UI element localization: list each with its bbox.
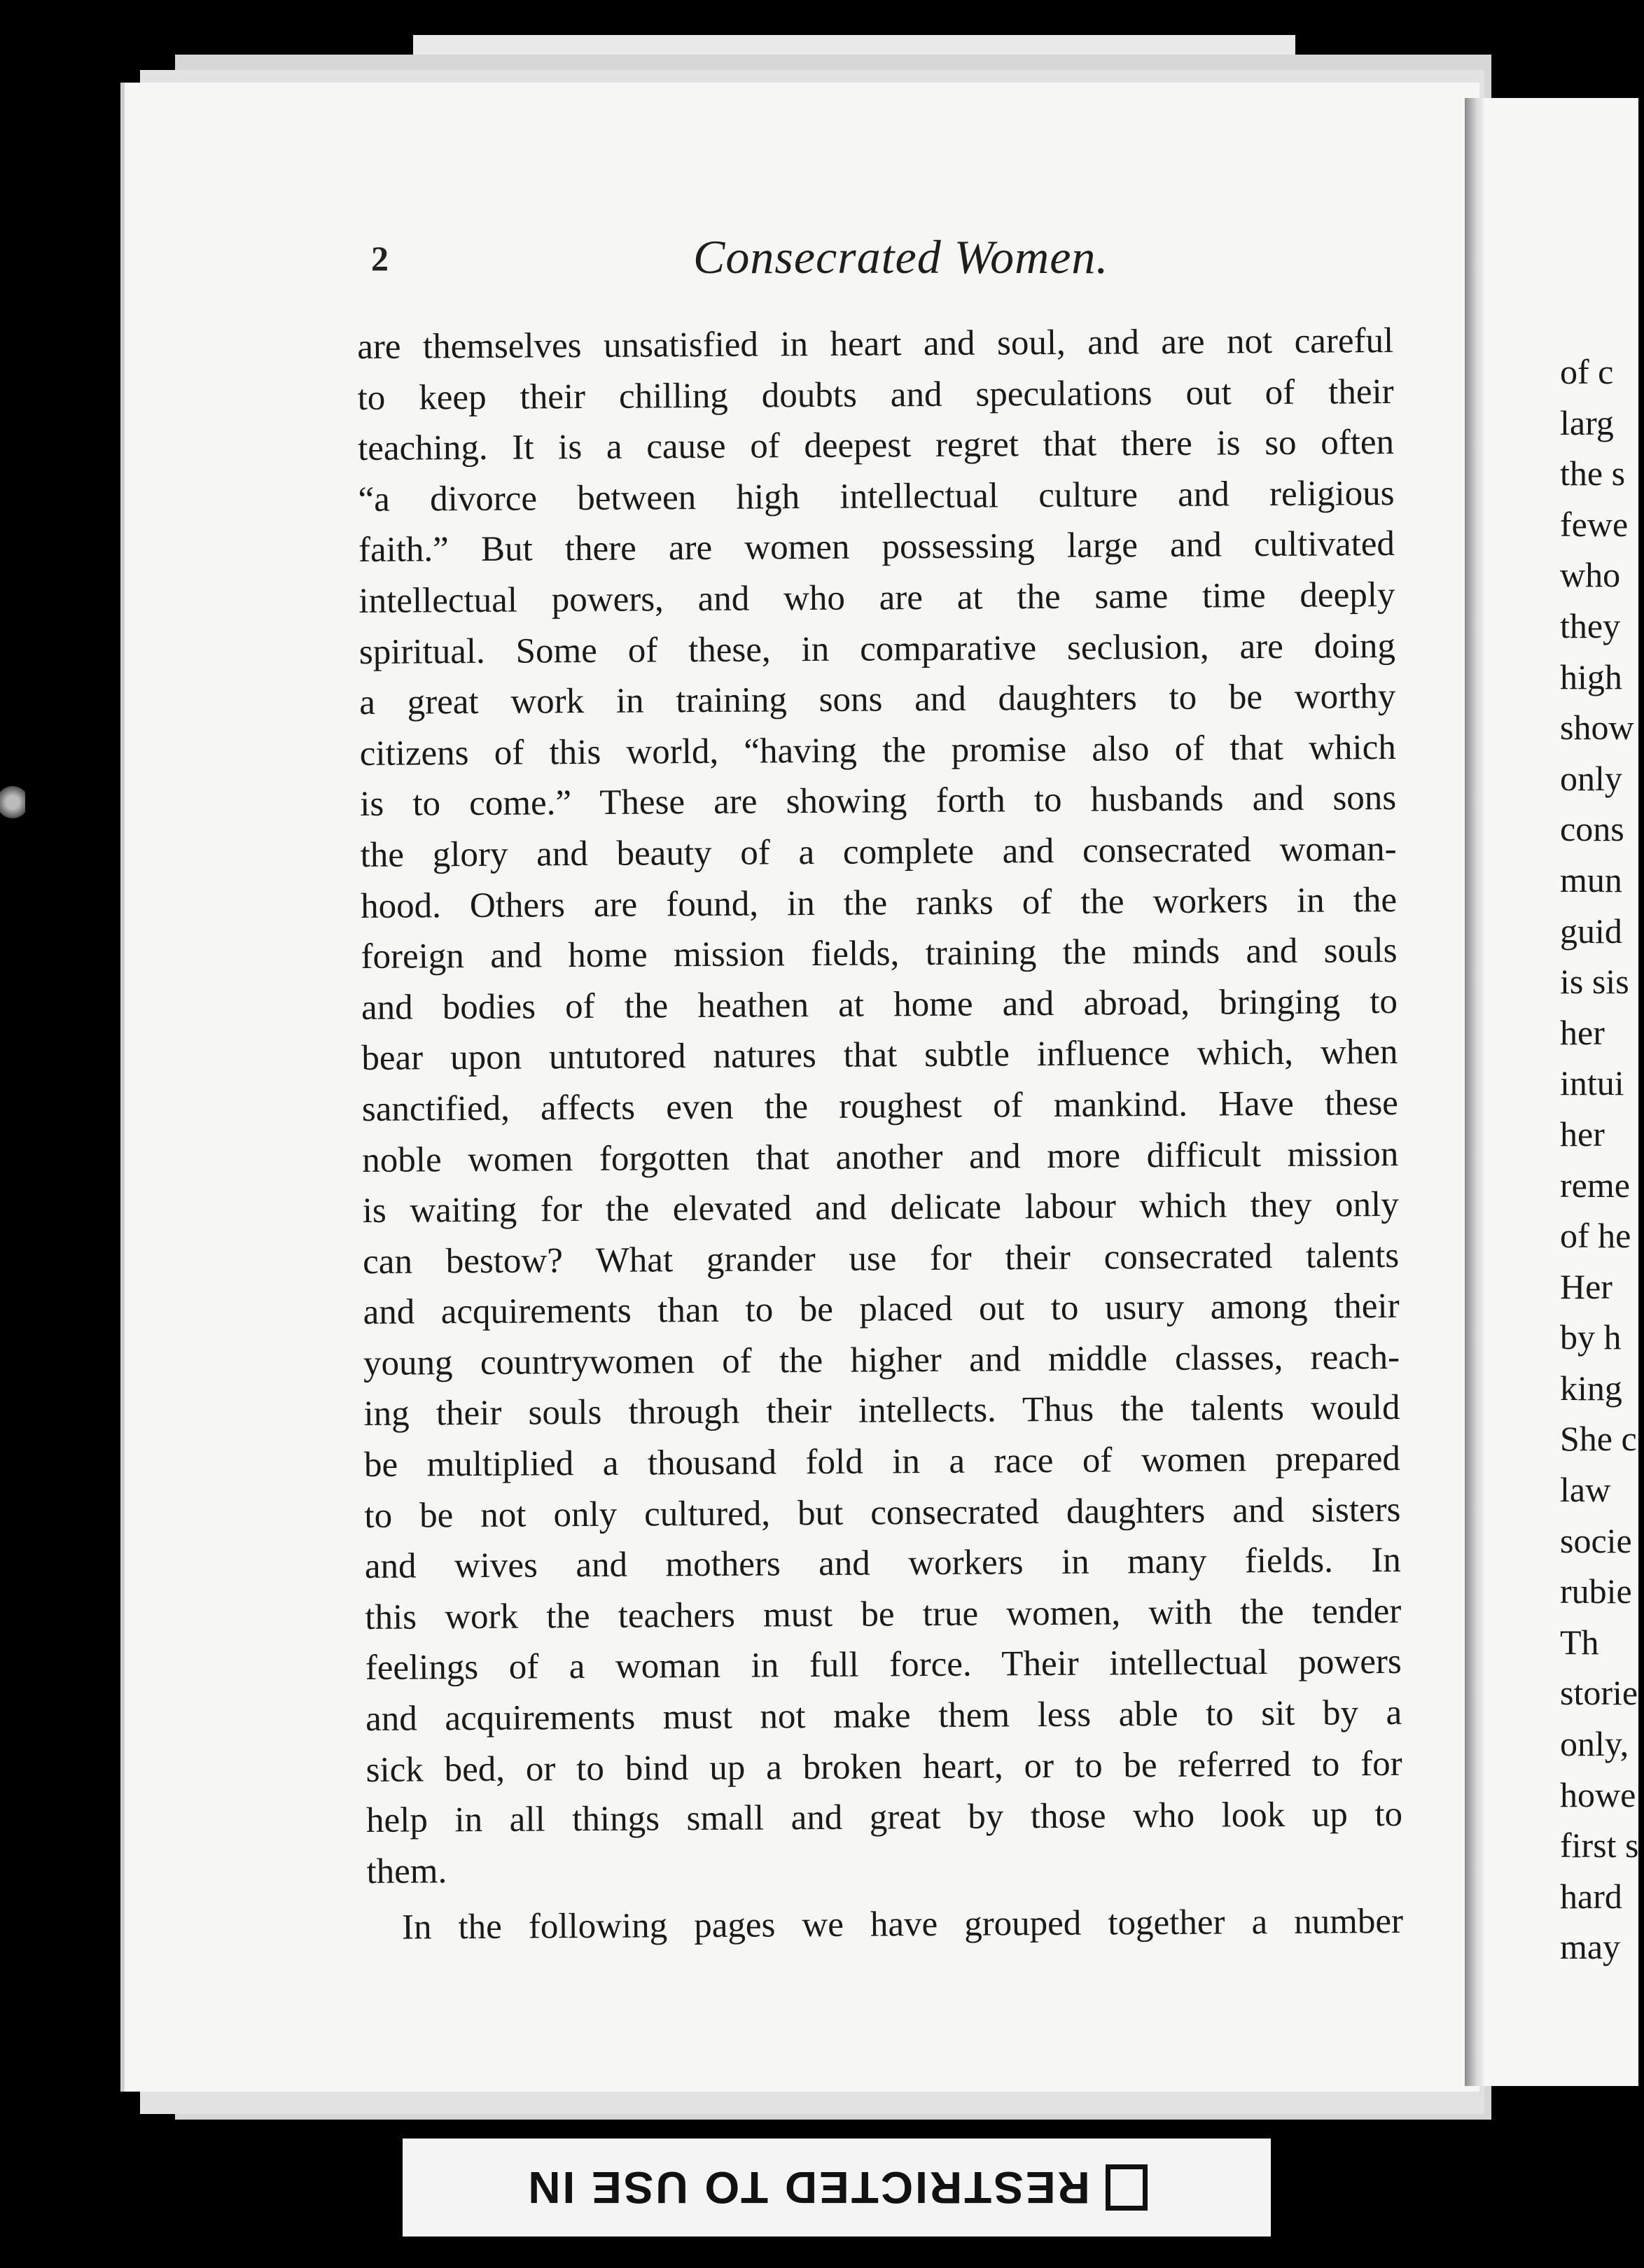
text-line: feelings of a woman in full force. Their intellectual powers <box>365 1642 1402 1688</box>
stamp-label <box>403 2138 1271 2236</box>
text-line: and wives and mothers and workers in many fields. In <box>364 1541 1402 1587</box>
text-line: them. <box>366 1851 447 1891</box>
text-line: and acquirements than to be placed out to usury among their <box>363 1287 1400 1333</box>
facing-text-fragment: cons <box>1560 809 1624 849</box>
page-number: 2 <box>371 239 389 278</box>
body-text <box>357 316 1403 1954</box>
restricted-use-stamp <box>403 2138 1271 2236</box>
facing-text-fragment: king <box>1560 1368 1622 1408</box>
facing-page-text <box>1560 346 1644 1973</box>
text-line: help in all things small and great by those who look up to <box>365 1795 1403 1841</box>
facing-text-fragment: socie <box>1560 1520 1632 1560</box>
text-line: the glory and beauty of a complete and consecrated woman- <box>360 829 1397 875</box>
checkbox-icon <box>1106 2164 1148 2211</box>
text-line: foreign and home mission fields, training the minds and souls <box>361 931 1398 977</box>
stamp-text: RESTRICTED TO USE IN <box>526 2162 1090 2213</box>
facing-text-fragment: by h <box>1560 1317 1622 1357</box>
facing-text-fragment: may <box>1560 1927 1621 1967</box>
facing-text-fragment: high <box>1560 657 1622 696</box>
facing-text-fragment: Th <box>1560 1622 1599 1662</box>
text-line: hood. Others are found, in the ranks of the workers in the <box>360 880 1398 926</box>
text-line: is to come.” These are showing forth to husbands and sons <box>360 778 1397 825</box>
facing-text-fragment: law <box>1560 1470 1611 1510</box>
facing-text-fragment: larg <box>1560 402 1614 442</box>
facing-text-fragment: howe <box>1560 1774 1636 1814</box>
text-line: bear upon untutored natures that subtle influence which, when <box>361 1032 1398 1079</box>
facing-text-fragment: only, <box>1560 1724 1629 1764</box>
facing-text-fragment: Her <box>1560 1266 1612 1306</box>
facing-text-fragment: fewe <box>1560 504 1629 544</box>
text-line: sick bed, or to bind up a broken heart, or to be referred to for <box>365 1744 1402 1790</box>
running-head <box>371 231 1463 287</box>
text-line: spiritual. Some of these, in comparative seclusion, are doing <box>358 626 1396 672</box>
facing-text-fragment: of c <box>1560 352 1614 391</box>
facing-text-fragment: her <box>1560 1012 1605 1052</box>
facing-text-fragment: show <box>1560 708 1634 748</box>
facing-text-fragment: intui <box>1560 1063 1624 1103</box>
facing-text-fragment: hard <box>1560 1876 1622 1916</box>
text-line: teaching. It is a cause of deepest regret that there is so often <box>357 423 1395 469</box>
text-line: ing their souls through their intellects. Thus the talents would <box>363 1388 1400 1434</box>
text-line: citizens of this world, “having the promise also of that which <box>359 727 1396 774</box>
facing-text-fragment: her <box>1560 1114 1605 1154</box>
facing-text-fragment: who <box>1560 555 1621 595</box>
text-line: In the following pages we have grouped together a number <box>401 1902 1404 1948</box>
text-line: and bodies of the heathen at home and abroad, bringing to <box>361 981 1398 1028</box>
text-line: to keep their chilling doubts and speculations out of their <box>357 372 1394 418</box>
text-line: and acquirements must not make them less able to sit by a <box>365 1693 1402 1739</box>
text-line: this work the teachers must be true women, with the tender <box>365 1591 1402 1637</box>
facing-text-fragment: first s <box>1560 1826 1639 1865</box>
facing-text-fragment: the s <box>1560 454 1626 493</box>
text-line: to be not only cultured, but consecrated daughters and sisters <box>364 1490 1401 1536</box>
text-line: intellectual powers, and who are at the same time deeply <box>358 575 1395 621</box>
facing-text-fragment: they <box>1560 606 1621 645</box>
text-line: sanctified, affects even the roughest of mankind. Have these <box>361 1083 1399 1129</box>
text-line: can bestow? What grander use for their consecrated talents <box>363 1236 1400 1282</box>
facing-text-fragment: is sis <box>1560 962 1629 1002</box>
facing-text-fragment: storie <box>1560 1673 1638 1713</box>
text-line: be multiplied a thousand fold in a race of women prepared <box>363 1438 1401 1485</box>
text-line: is waiting for the elevated and delicate labour which they only <box>362 1185 1399 1231</box>
facing-text-fragment: mun <box>1560 860 1622 899</box>
facing-text-fragment: guid <box>1560 911 1622 951</box>
facing-text-fragment: reme <box>1560 1165 1630 1205</box>
facing-text-fragment: only <box>1560 758 1622 798</box>
facing-text-fragment: rubie <box>1560 1572 1632 1611</box>
text-line: noble women forgotten that another and more difficult mission <box>362 1134 1399 1180</box>
text-line: young countrywomen of the higher and middle classes, reach- <box>363 1337 1400 1383</box>
text-line: faith.” But there are women possessing large and cultivated <box>358 524 1395 570</box>
running-title: Consecrated Women. <box>693 230 1109 284</box>
text-line: a great work in training sons and daughters to be worthy <box>359 677 1396 723</box>
scan-speck <box>0 784 25 820</box>
facing-text-fragment: of he <box>1560 1216 1631 1256</box>
text-line: “a divorce between high intellectual culture and religious <box>358 473 1395 519</box>
facing-text-fragment: She c <box>1560 1419 1637 1459</box>
text-line: are themselves unsatisfied in heart and soul, and are not careful <box>357 321 1394 367</box>
book-gutter <box>1465 98 1484 2086</box>
